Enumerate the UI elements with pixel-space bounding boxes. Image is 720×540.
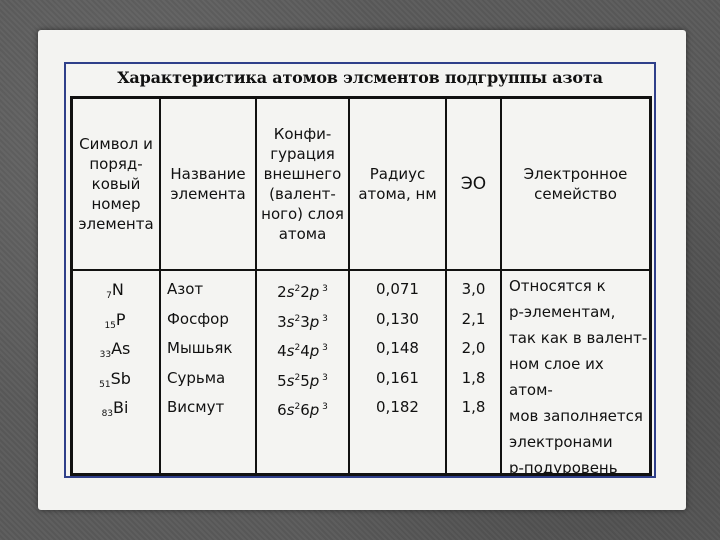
element-name: Азот — [167, 280, 204, 298]
atomic-number: 33 — [99, 350, 112, 360]
slide-frame — [64, 62, 656, 478]
element-letter: N — [111, 280, 124, 299]
header-divider — [73, 269, 649, 271]
element-letter: Sb — [110, 368, 131, 388]
atomic-radius: 0,182 — [376, 398, 419, 416]
atomic-radius: 0,161 — [376, 368, 419, 387]
element-name: Фосфор — [167, 309, 229, 328]
atomic-radius: 0,148 — [376, 339, 419, 357]
atomic-radius: 0,071 — [376, 280, 419, 298]
header-radius: Радиус атома, нм — [358, 165, 437, 203]
electron-configuration: $4s^24p$ $^3$ — [277, 342, 328, 360]
family-note — [509, 273, 649, 481]
header-symbol: Символ и поряд-ковый номер элемента — [78, 135, 154, 233]
atomic-radius: 0,130 — [376, 309, 419, 328]
atomic-number: 7 — [106, 291, 112, 301]
header-eo: ЭО — [460, 174, 487, 194]
family-note-line: p-подуровень — [509, 459, 618, 477]
electron-configuration: $5s^25p$ $^3$ — [277, 371, 328, 390]
family-note-line: ном слое их атом- — [509, 355, 604, 399]
family-note-line: мов заполняется — [509, 407, 643, 425]
elements-table — [70, 96, 652, 476]
table-title: Характеристика атомов элсментов подгруппы азота — [117, 68, 603, 87]
atomic-number: 83 — [101, 409, 114, 419]
electronegativity: 2,0 — [461, 339, 486, 357]
family-note-line: электронами — [509, 433, 613, 451]
atomic-number: 15 — [104, 320, 116, 331]
electronegativity: 1,8 — [461, 398, 486, 416]
electronegativity: 1,8 — [461, 368, 486, 387]
header-config: Конфи-гурация внешнего (валент-ного) слоя атома — [261, 125, 344, 243]
family-note-line: p-элементам, — [509, 303, 616, 321]
electron-configuration: $6s^26p$ $^3$ — [277, 401, 328, 419]
electron-configuration: $3s^23p$ $^3$ — [277, 312, 328, 331]
electron-configuration: $2s^22p$ $^3$ — [277, 283, 328, 301]
element-symbol — [73, 393, 157, 429]
element-letter: P — [115, 309, 126, 329]
electronegativity: 2,1 — [461, 309, 486, 328]
header-name: Название элемента — [170, 165, 246, 203]
element-letter: Bi — [113, 398, 129, 417]
atomic-number: 51 — [99, 379, 111, 390]
family-note-line: так как в валент- — [509, 329, 648, 347]
element-letter: As — [111, 339, 131, 358]
element-name: Висмут — [167, 398, 225, 416]
element-name: Мышьяк — [167, 339, 233, 357]
electronegativity: 3,0 — [461, 280, 486, 298]
element-name: Сурьма — [167, 368, 226, 387]
family-note-line: Относятся к — [509, 277, 606, 295]
header-family: Электронное семейство — [523, 165, 628, 203]
